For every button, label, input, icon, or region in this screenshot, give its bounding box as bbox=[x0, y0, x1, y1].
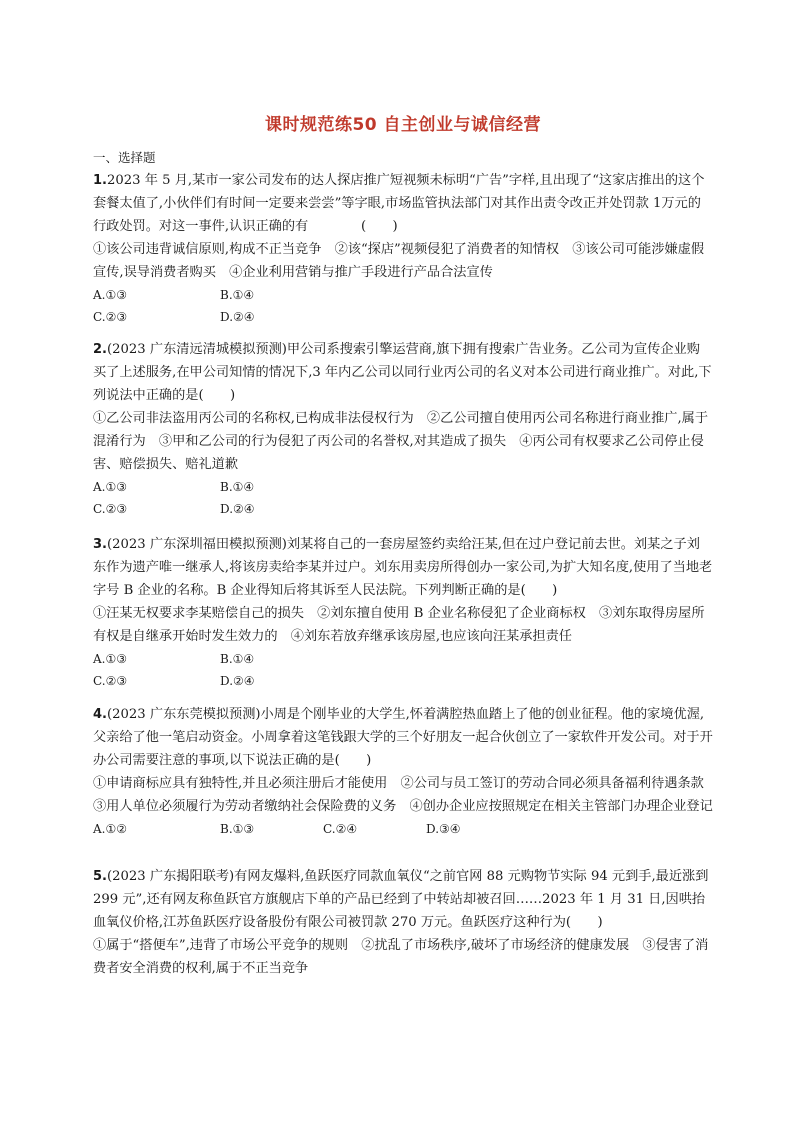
option-c[interactable]: C.②④ bbox=[323, 822, 358, 836]
option-a[interactable]: A.①③ bbox=[93, 288, 127, 302]
question-statements: ①属于“搭便车”,违背了市场公平竞争的规则 ②扰乱了市场秩序,破坏了市场经济的健康发展 ③侵害了消费者安全消费的权利,属于不正当竞争 bbox=[93, 938, 709, 976]
question-statements: ①乙公司非法盗用丙公司的名称权,已构成非法侵权行为 ②乙公司擅自使用丙公司名称进行商业推广,属于混淆行为 ③甲和乙公司的行为侵犯了丙公司的名誉权,对其造成了损失 ④丙公司有权要求乙公司停止侵害、赔偿损失、赔礼道歉 bbox=[93, 411, 709, 472]
question-text: (2023 广东东莞模拟预测)小周是个刚毕业的大学生,怀着满腔热血踏上了他的创业征程。他的家境优渥,父亲给了他一笔启动资金。小周拿着这笔钱跟大学的三个好朋友一起合伙创立了一家软件开发公司。对于开办公司需要注意的事项,以下说法正确的是( ) bbox=[93, 707, 713, 768]
option-a[interactable]: A.①③ bbox=[93, 480, 127, 494]
option-b[interactable]: B.①④ bbox=[220, 288, 255, 302]
question-2 bbox=[93, 338, 713, 520]
option-b[interactable]: B.①④ bbox=[220, 652, 255, 666]
question-statements: ①申请商标应具有独特性,并且必须注册后才能使用 ②公司与员工签订的劳动合同必须具备福利待遇条款 ③用人单位必须履行为劳动者缴纳社会保险费的义务 ④创办企业应按照规定在相关主管部门办理企业登记 bbox=[93, 776, 718, 814]
question-text: 2023 年 5 月,某市一家公司发布的达人探店推广短视频未标明“广告”字样,且出现了“这家店推出的这个套餐太值了,小伙伴们有时间一定要来尝尝”等字眼,市场监管执法部门对其作出责令改正并处罚款 1万元的行政处罚。对这一事件,认识正确的有 ( ) bbox=[93, 173, 705, 234]
question-4 bbox=[93, 703, 718, 840]
option-row bbox=[93, 818, 713, 840]
question-stem bbox=[93, 169, 713, 238]
option-a[interactable]: A.①② bbox=[93, 822, 127, 836]
question-statements: ①该公司违背诚信原则,构成不正当竞争 ②该“探店”视频侵犯了消费者的知情权 ③该公司可能涉嫌虚假宣传,误导消费者购买 ④企业利用营销与推广手段进行产品合法宣传 bbox=[93, 242, 705, 280]
question-stem bbox=[93, 338, 713, 407]
option-row bbox=[93, 306, 713, 328]
option-b[interactable]: B.①④ bbox=[220, 480, 255, 494]
page-title: 课时规范练50 自主创业与诚信经营 bbox=[264, 115, 542, 135]
question-number: 1. bbox=[93, 173, 107, 188]
question-stem bbox=[93, 703, 713, 772]
option-b[interactable]: B.①③ bbox=[220, 822, 255, 836]
question-stem bbox=[93, 533, 713, 602]
question-number: 5. bbox=[93, 869, 107, 884]
option-row bbox=[93, 284, 713, 306]
question-text: (2023 广东深圳福田模拟预测)刘某将自己的一套房屋签约卖给汪某,但在过户登记前去世。刘某之子刘东作为遗产唯一继承人,将该房卖给李某并过户。刘东用卖房所得创办一家公司,为扩大知名度,使用了当地老字号 B 企业的名称。B 企业得知后将其诉至人民法院。下列判断正确的是( ) bbox=[93, 537, 713, 598]
question-statements: ①汪某无权要求李某赔偿自己的损失 ②刘东擅自使用 B 企业名称侵犯了企业商标权 ③刘东取得房屋所有权是自继承开始时发生效力的 ④刘东若放弃继承该房屋,也应该向汪某承担责任 bbox=[93, 606, 705, 644]
question-3 bbox=[93, 533, 713, 692]
question-text: (2023 广东揭阳联考)有网友爆料,鱼跃医疗同款血氧仪“之前官网 88 元购物节实际 94 元到手,最近涨到 299 元”,还有网友称鱼跃官方旗舰店下单的产品已经到了中转站却被召回……2023 年 1 月 31 日,因哄抬血氧仪价格,江苏鱼跃医疗设备股份有限公司被罚款 270 万元。鱼跃医疗这种行为( ) bbox=[93, 869, 709, 930]
option-c[interactable]: C.②③ bbox=[93, 310, 128, 324]
option-d[interactable]: D.②④ bbox=[220, 502, 255, 516]
question-number: 2. bbox=[93, 342, 107, 357]
option-d[interactable]: D.②④ bbox=[220, 310, 255, 324]
question-number: 4. bbox=[93, 707, 107, 722]
option-row bbox=[93, 670, 713, 692]
question-stem bbox=[93, 865, 713, 934]
question-1 bbox=[93, 169, 713, 328]
option-row bbox=[93, 648, 713, 670]
option-c[interactable]: C.②③ bbox=[93, 674, 128, 688]
option-a[interactable]: A.①③ bbox=[93, 652, 127, 666]
question-text: (2023 广东清远清城模拟预测)甲公司系搜索引擎运营商,旗下拥有搜索广告业务。乙公司为宣传企业购买了上述服务,在甲公司知情的情况下,3 年内乙公司以同行业丙公司的名义对本公司进行商业推广。对此,下列说法中正确的是( ) bbox=[93, 342, 712, 403]
option-d[interactable]: D.③④ bbox=[426, 822, 461, 836]
option-row bbox=[93, 498, 713, 520]
option-row bbox=[93, 476, 713, 498]
question-5 bbox=[93, 865, 713, 980]
section-heading: 一、选择题 bbox=[93, 150, 156, 165]
option-d[interactable]: D.②④ bbox=[220, 674, 255, 688]
question-number: 3. bbox=[93, 537, 107, 552]
option-c[interactable]: C.②③ bbox=[93, 502, 128, 516]
